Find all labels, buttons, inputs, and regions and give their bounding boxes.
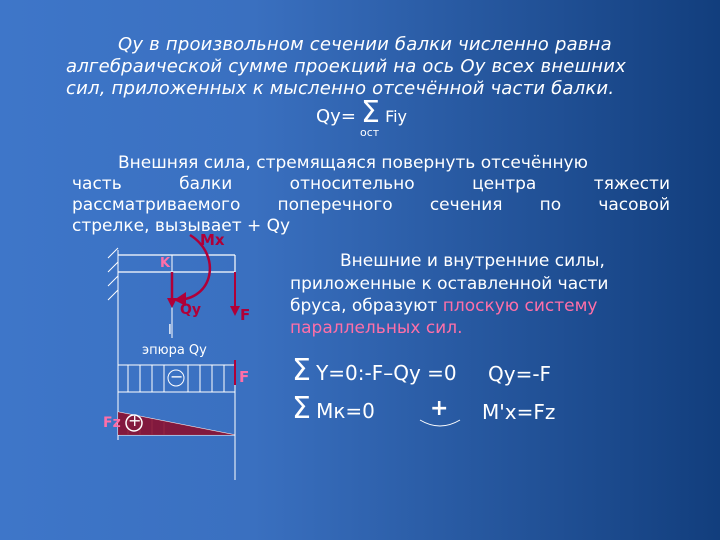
paragraph2-line2: часть балки относительно центра тяжести bbox=[72, 174, 670, 194]
paragraph1-line3: сил, приложенных к мысленно отсечённой части балки. bbox=[66, 78, 615, 99]
equation-plus-sign: + bbox=[430, 396, 449, 421]
paragraph3-line1: Внешние и внутренние силы, bbox=[340, 251, 605, 271]
paragraph3-highlight: плоскую систему bbox=[442, 296, 598, 316]
f-label-lower: F bbox=[239, 368, 250, 386]
equation-sum-y bbox=[292, 353, 457, 388]
paragraph3-line3 bbox=[290, 296, 598, 316]
paragraph1-line1: Qy в произвольном сечении балки численно равна bbox=[118, 34, 612, 55]
plus-symbol-diagram: + bbox=[128, 411, 142, 430]
equation-sum-m bbox=[292, 391, 375, 426]
sigma-symbol: Σ bbox=[361, 95, 380, 130]
eq1-body: Y=0:-F–Qy =0 bbox=[316, 361, 457, 385]
epure-label: эпюра Qy bbox=[142, 343, 207, 358]
paragraph2-line3: рассматриваемого поперечного сечения по часовой bbox=[72, 195, 670, 215]
eq2-body: Mк=0 bbox=[316, 399, 375, 423]
eq1-sigma: Σ bbox=[292, 353, 311, 388]
wall-hatch bbox=[108, 248, 118, 440]
formula-lhs: Qy= bbox=[316, 106, 356, 127]
minus-symbol: − bbox=[170, 367, 184, 386]
eq2-sigma: Σ bbox=[292, 391, 311, 426]
equation-qy-result: Qy=-F bbox=[488, 362, 552, 386]
paragraph2-line1: Внешняя сила, стремящаяся повернуть отсечённую bbox=[118, 153, 588, 173]
beam-upper bbox=[118, 255, 235, 272]
k-label: K bbox=[160, 256, 171, 271]
equation-mx-result: M'x=Fz bbox=[482, 400, 556, 424]
f-label-upper: F bbox=[240, 306, 251, 324]
formula-under-label: ост bbox=[360, 126, 380, 139]
paragraph3-line2: приложенные к оставленной части bbox=[290, 274, 609, 294]
roman-one-label: I bbox=[168, 323, 172, 338]
mx-label: Mx bbox=[200, 231, 225, 249]
paragraph2-line4: стрелке, вызывает + Qy bbox=[72, 216, 291, 236]
paragraph3-line4: параллельных сил. bbox=[290, 318, 463, 338]
paragraph1-line2: алгебраической сумме проекций на ось Оу всех внешних bbox=[66, 56, 626, 77]
formula-term: Fiy bbox=[385, 107, 408, 126]
fz-label: Fz bbox=[103, 415, 121, 431]
qy-label: Qy bbox=[180, 302, 202, 318]
paragraph3-line3-prefix: бруса, образуют bbox=[290, 296, 438, 316]
